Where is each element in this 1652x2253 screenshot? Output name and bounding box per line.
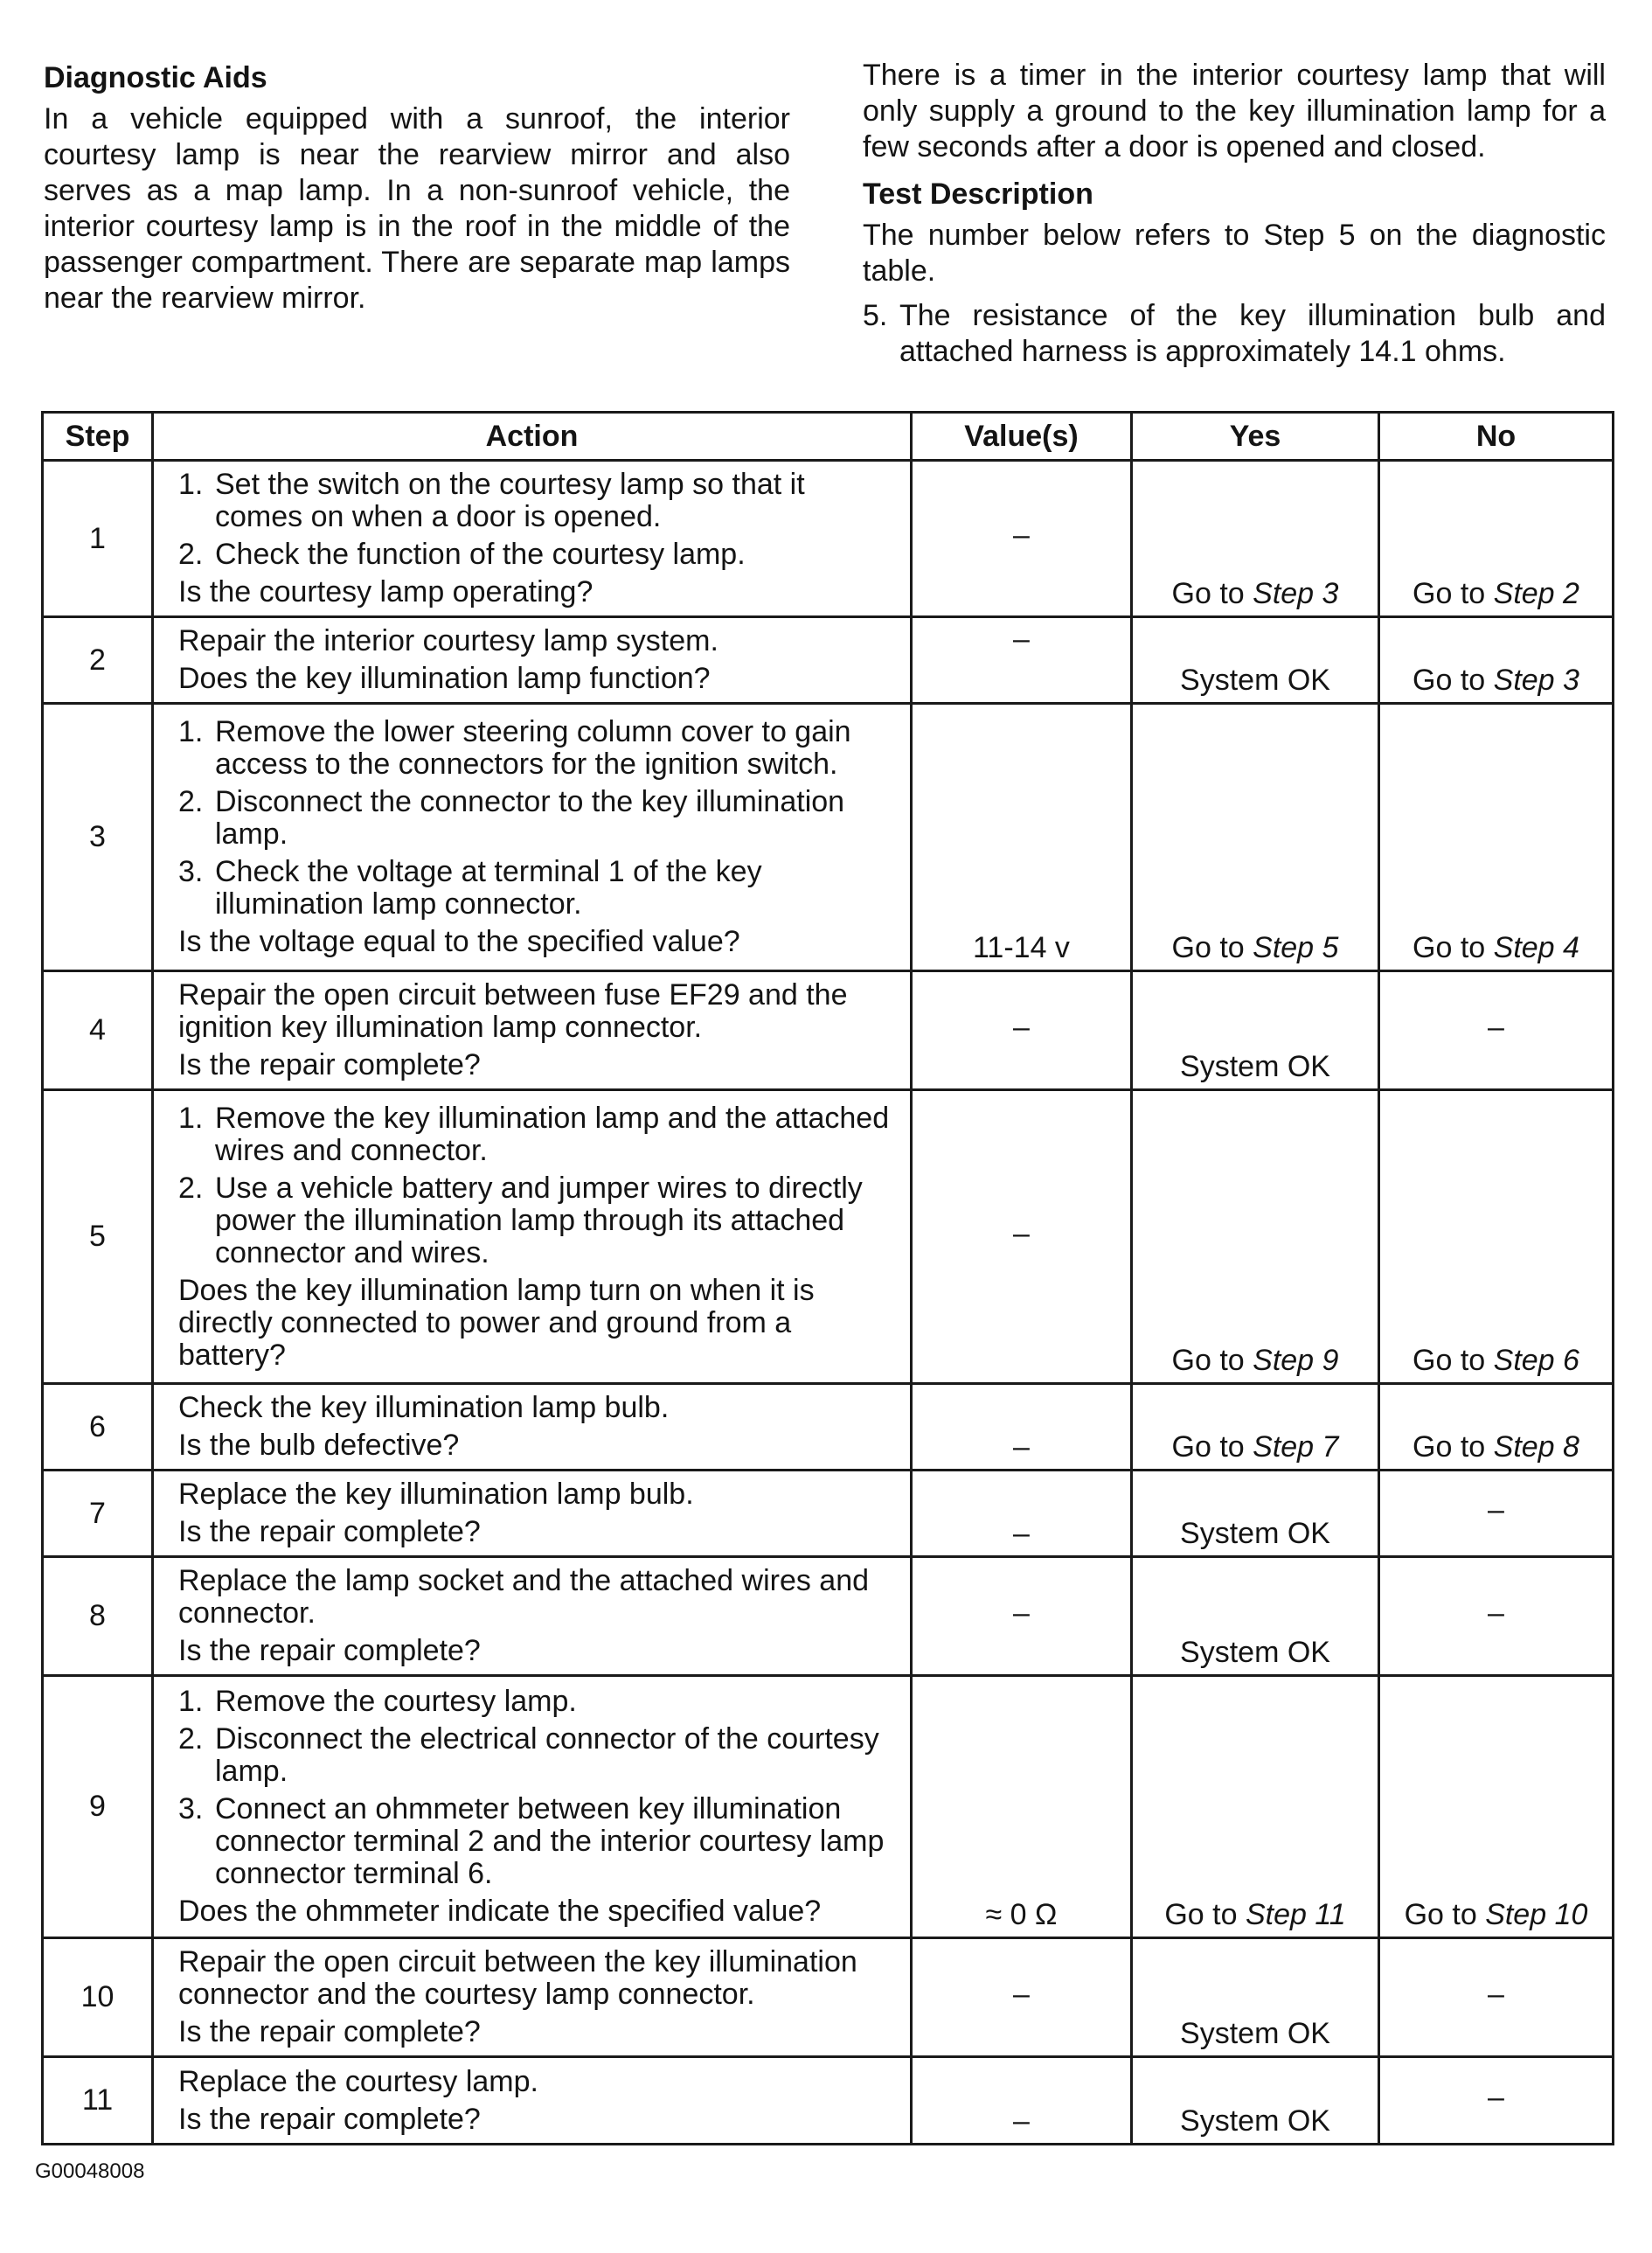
- step-number: 2: [43, 617, 153, 704]
- value-text: –: [1013, 1010, 1030, 1044]
- table-row: [43, 1384, 1614, 1471]
- no-step-link[interactable]: Step 6: [1493, 1344, 1579, 1377]
- table-row: [43, 1938, 1614, 2057]
- value-cell: [912, 1557, 1132, 1676]
- yes-cell: [1132, 617, 1379, 704]
- yes-result-text: Go to: [1171, 1344, 1253, 1377]
- action-cell: [153, 1384, 912, 1471]
- test-description-heading: Test Description: [863, 177, 1093, 211]
- no-result-text: –: [1488, 1492, 1504, 1526]
- action-step: [178, 1793, 898, 1890]
- diagnostic-aids-heading: Diagnostic Aids: [44, 61, 267, 94]
- action-question: Is the repair complete?: [178, 1048, 481, 1081]
- yes-result-text: Go to: [1171, 1430, 1253, 1464]
- action-step-number: 3.: [178, 855, 204, 888]
- yes-result: [1133, 664, 1378, 697]
- step-number: 9: [43, 1676, 153, 1938]
- yes-step-link[interactable]: Step 7: [1253, 1430, 1339, 1464]
- no-result-text: Go to: [1404, 1898, 1486, 1931]
- diagnostic-table: [41, 411, 1614, 2145]
- yes-cell: [1132, 2057, 1379, 2145]
- action-cell: [153, 704, 912, 971]
- action-cell: [153, 1090, 912, 1384]
- figure-code: G00048008: [35, 2159, 145, 2183]
- no-result: [1380, 1011, 1612, 1043]
- no-cell: [1379, 704, 1614, 971]
- action-step-text: Check the function of the courtesy lamp.: [215, 538, 746, 571]
- no-result-text: –: [1488, 1596, 1504, 1630]
- action-cell: [153, 617, 912, 704]
- test-description-intro: The number below refers to Step 5 on the diagnostic table.: [863, 219, 1606, 288]
- yes-cell: [1132, 1938, 1379, 2057]
- value-cell: [912, 617, 1132, 704]
- yes-result: [1133, 578, 1378, 610]
- table-body: [43, 461, 1614, 2145]
- yes-cell: [1132, 1384, 1379, 1471]
- action-step-number: 2.: [178, 785, 204, 818]
- test-description-section: [863, 58, 1606, 370]
- no-result-text: Go to: [1413, 577, 1494, 610]
- table-row: [43, 971, 1614, 1090]
- value-text: –: [1013, 2104, 1030, 2138]
- value-text: –: [1013, 1596, 1030, 1630]
- action-step: [178, 786, 898, 851]
- action-question: Is the repair complete?: [178, 1515, 481, 1548]
- value-text: –: [1013, 1216, 1030, 1250]
- value-text: –: [1013, 1517, 1030, 1550]
- no-step-link[interactable]: Step 10: [1485, 1898, 1588, 1931]
- action-cell: [153, 2057, 912, 2145]
- action-step: [178, 1723, 898, 1788]
- yes-result: [1133, 2018, 1378, 2050]
- yes-cell: [1132, 461, 1379, 617]
- no-cell: [1379, 2057, 1614, 2145]
- action-step-text: Disconnect the connector to the key illumination lamp.: [215, 785, 845, 851]
- yes-result: [1133, 2105, 1378, 2138]
- action-step-number: 2.: [178, 538, 204, 571]
- no-result: [1380, 932, 1612, 964]
- yes-cell: [1132, 1676, 1379, 1938]
- no-result-text: Go to: [1413, 1344, 1494, 1377]
- step-number: 6: [43, 1384, 153, 1471]
- no-result: [1380, 2081, 1612, 2113]
- action-step-text: Use a vehicle battery and jumper wires to directly power the illumination lamp through its attached connector and wires.: [215, 1171, 863, 1269]
- action-step-text: Check the voltage at terminal 1 of the key illumination lamp connector.: [215, 855, 762, 921]
- action-step-text: Remove the courtesy lamp.: [215, 1685, 577, 1718]
- yes-result-text: Go to: [1171, 577, 1253, 610]
- action-step-number: 2.: [178, 1722, 204, 1756]
- no-result: [1380, 1899, 1612, 1931]
- yes-result-text: System OK: [1180, 1050, 1330, 1083]
- action-step-number: 1.: [178, 468, 204, 501]
- action-question: Is the repair complete?: [178, 2015, 481, 2048]
- action-step-number: 1.: [178, 1685, 204, 1718]
- value-text: –: [1013, 1977, 1030, 2011]
- step-number: 4: [43, 971, 153, 1090]
- action-text: Replace the lamp socket and the attached wires and connector.: [178, 1564, 870, 1630]
- action-cell: [153, 1471, 912, 1557]
- action-step: [178, 856, 898, 921]
- no-result: [1380, 578, 1612, 610]
- action-question: Is the repair complete?: [178, 1634, 481, 1667]
- action-step-text: Remove the lower steering column cover to gain access to the connectors for the ignition switch.: [215, 715, 851, 781]
- yes-step-link[interactable]: Step 3: [1253, 577, 1339, 610]
- no-cell: [1379, 1557, 1614, 1676]
- item-text: The resistance of the key illumination bulb and attached harness is approximately 14.1 ohms.: [899, 299, 1606, 368]
- item-number: 5.: [863, 299, 888, 332]
- step-number: 8: [43, 1557, 153, 1676]
- no-cell: [1379, 971, 1614, 1090]
- action-step: [178, 716, 898, 781]
- value-cell: [912, 461, 1132, 617]
- yes-result: [1133, 1518, 1378, 1550]
- action-step-text: Connect an ohmmeter between key illumination connector terminal 2 and the interior courtesy lamp connector terminal 6.: [215, 1792, 885, 1890]
- no-result-text: Go to: [1413, 1430, 1494, 1464]
- value-text: 11-14 v: [973, 931, 1070, 964]
- action-text: Repair the open circuit between fuse EF29 and the ignition key illumination lamp connector.: [178, 978, 848, 1044]
- header-no: No: [1379, 413, 1614, 461]
- action-question: Is the voltage equal to the specified value?: [178, 925, 740, 958]
- yes-result-text: System OK: [1180, 1517, 1330, 1550]
- header-values: Value(s): [912, 413, 1132, 461]
- yes-step-link[interactable]: Step 9: [1253, 1344, 1339, 1377]
- yes-result: [1133, 1431, 1378, 1464]
- action-step: [178, 1172, 898, 1269]
- no-step-link[interactable]: Step 8: [1493, 1430, 1579, 1464]
- no-result: [1380, 1494, 1612, 1526]
- action-text: Replace the key illumination lamp bulb.: [178, 1478, 694, 1511]
- value-cell: [912, 971, 1132, 1090]
- action-step-text: Set the switch on the courtesy lamp so that it comes on when a door is opened.: [215, 468, 805, 533]
- no-result-text: Go to: [1413, 931, 1494, 964]
- action-cell: [153, 971, 912, 1090]
- yes-step-link[interactable]: Step 11: [1245, 1898, 1346, 1931]
- diagnostic-aids-paragraph: In a vehicle equipped with a sunroof, the interior courtesy lamp is near the rearview mirror and also serves as a map lamp. In a non-sunroof vehicle, the interior courtesy lamp is in the roof in the middle of the passenger compartment. There are separate map lamps near the rearview mirror.: [44, 102, 790, 315]
- step-number: 3: [43, 704, 153, 971]
- action-text: Repair the open circuit between the key illumination connector and the courtesy lamp connector.: [178, 1945, 857, 2011]
- action-cell: [153, 1676, 912, 1938]
- table-row: [43, 617, 1614, 704]
- table-header-row: [43, 413, 1614, 461]
- action-cell: [153, 1557, 912, 1676]
- action-question: Is the repair complete?: [178, 2102, 481, 2136]
- no-result-text: –: [1488, 2080, 1504, 2114]
- no-step-link[interactable]: Step 3: [1493, 664, 1579, 697]
- action-step-text: Disconnect the electrical connector of the courtesy lamp.: [215, 1722, 879, 1788]
- value-cell: [912, 704, 1132, 971]
- action-step: [178, 1102, 898, 1167]
- yes-cell: [1132, 704, 1379, 971]
- yes-result: [1133, 1051, 1378, 1083]
- table-row: [43, 1090, 1614, 1384]
- no-result: [1380, 1596, 1612, 1629]
- no-cell: [1379, 617, 1614, 704]
- no-result-text: –: [1488, 1977, 1504, 2011]
- table-row: [43, 2057, 1614, 2145]
- action-step: [178, 1686, 898, 1718]
- yes-cell: [1132, 971, 1379, 1090]
- action-step: [178, 469, 898, 533]
- no-result: [1380, 664, 1612, 697]
- no-cell: [1379, 1090, 1614, 1384]
- action-text: Replace the courtesy lamp.: [178, 2064, 538, 2098]
- value-cell: [912, 1090, 1132, 1384]
- diagnostic-aids-section: [44, 58, 790, 325]
- value-text: –: [1013, 518, 1030, 552]
- yes-result-text: Go to: [1164, 1898, 1246, 1931]
- value-cell: [912, 1676, 1132, 1938]
- yes-result: [1133, 1345, 1378, 1377]
- action-question: Does the ohmmeter indicate the specified value?: [178, 1895, 822, 1928]
- yes-result-text: System OK: [1180, 664, 1330, 697]
- yes-result-text: System OK: [1180, 2104, 1330, 2138]
- header-yes: Yes: [1132, 413, 1379, 461]
- value-cell: [912, 1384, 1132, 1471]
- yes-result-text: System OK: [1180, 2017, 1330, 2050]
- action-step: [178, 539, 898, 571]
- action-step-number: 3.: [178, 1792, 204, 1825]
- table-row: [43, 704, 1614, 971]
- yes-result: [1133, 932, 1378, 964]
- value-text: –: [1013, 622, 1030, 656]
- yes-result: [1133, 1899, 1378, 1931]
- action-question: Does the key illumination lamp turn on when it is directly connected to power and ground from a battery?: [178, 1273, 815, 1372]
- step-number: 10: [43, 1938, 153, 2057]
- no-result: [1380, 1431, 1612, 1464]
- step-number: 5: [43, 1090, 153, 1384]
- value-cell: [912, 2057, 1132, 2145]
- no-cell: [1379, 1676, 1614, 1938]
- no-cell: [1379, 1384, 1614, 1471]
- action-question: Does the key illumination lamp function?: [178, 662, 711, 695]
- header-step: Step: [43, 413, 153, 461]
- action-text: Check the key illumination lamp bulb.: [178, 1391, 670, 1424]
- action-cell: [153, 461, 912, 617]
- no-step-link[interactable]: Step 2: [1493, 577, 1579, 610]
- action-step-number: 1.: [178, 715, 204, 748]
- table-row: [43, 1471, 1614, 1557]
- no-cell: [1379, 1471, 1614, 1557]
- no-cell: [1379, 1938, 1614, 2057]
- yes-result: [1133, 1637, 1378, 1669]
- yes-result-text: Go to: [1171, 931, 1253, 964]
- action-step-number: 2.: [178, 1171, 204, 1205]
- value-cell: [912, 1938, 1132, 2057]
- timer-paragraph: There is a timer in the interior courtesy lamp that will only supply a ground to the key illumination lamp for a few seconds after a door is opened and closed.: [863, 59, 1606, 163]
- action-step-text: Remove the key illumination lamp and the attached wires and connector.: [215, 1101, 890, 1167]
- no-step-link[interactable]: Step 4: [1493, 931, 1579, 964]
- yes-cell: [1132, 1557, 1379, 1676]
- step-number: 11: [43, 2057, 153, 2145]
- no-cell: [1379, 461, 1614, 617]
- no-result: [1380, 1978, 1612, 2010]
- yes-cell: [1132, 1471, 1379, 1557]
- action-text: Repair the interior courtesy lamp system.: [178, 624, 718, 657]
- no-result-text: Go to: [1413, 664, 1494, 697]
- yes-step-link[interactable]: Step 5: [1253, 931, 1339, 964]
- step-number: 1: [43, 461, 153, 617]
- value-cell: [912, 1471, 1132, 1557]
- table-row: [43, 461, 1614, 617]
- value-text: ≈ 0 Ω: [985, 1898, 1058, 1931]
- value-text: –: [1013, 1430, 1030, 1464]
- header-action: Action: [153, 413, 912, 461]
- yes-cell: [1132, 1090, 1379, 1384]
- no-result: [1380, 1345, 1612, 1377]
- step-number: 7: [43, 1471, 153, 1557]
- action-cell: [153, 1938, 912, 2057]
- action-question: Is the courtesy lamp operating?: [178, 575, 593, 608]
- action-question: Is the bulb defective?: [178, 1429, 460, 1462]
- table-row: [43, 1676, 1614, 1938]
- table-row: [43, 1557, 1614, 1676]
- yes-result-text: System OK: [1180, 1636, 1330, 1669]
- test-description-item: [863, 298, 1606, 370]
- action-step-number: 1.: [178, 1101, 204, 1135]
- no-result-text: –: [1488, 1010, 1504, 1044]
